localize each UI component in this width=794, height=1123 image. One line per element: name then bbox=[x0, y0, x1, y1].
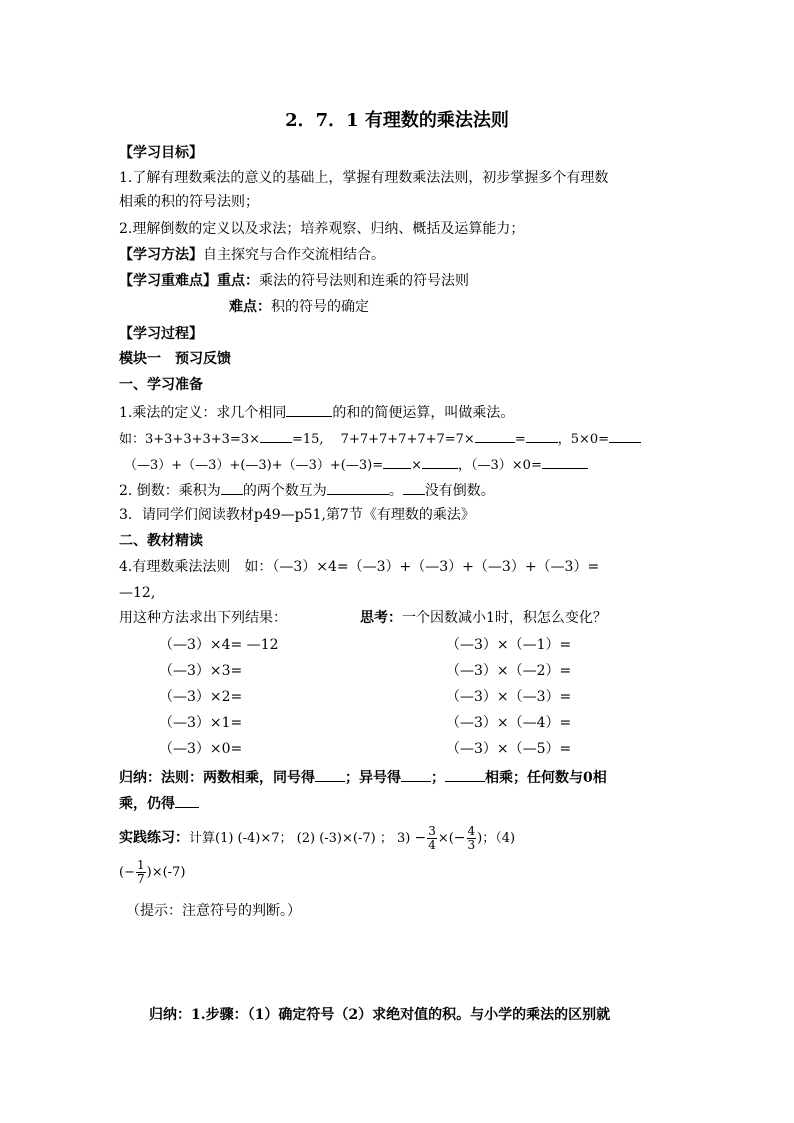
blank[interactable] bbox=[315, 767, 345, 782]
left-calc-5: （—3）×0= bbox=[159, 741, 243, 757]
question-1 bbox=[119, 402, 514, 422]
q2-d: 没有倒数。 bbox=[424, 483, 495, 499]
practice-p1: 计算(1) (-4)×7； (2) (-3)×(-7) ； 3) bbox=[189, 831, 415, 846]
summary-b: ；异号得 bbox=[345, 770, 401, 786]
method-line bbox=[119, 246, 385, 264]
fraction-1-7 bbox=[136, 859, 146, 886]
blank[interactable] bbox=[327, 480, 389, 495]
zd-text: 乘法的符号法则和连乘的符号法则 bbox=[259, 273, 469, 289]
right-calc-3: （—3）×（—3）= bbox=[446, 689, 572, 705]
blank[interactable] bbox=[475, 428, 515, 443]
practice-p2-end: )×(-7) bbox=[146, 865, 186, 880]
blank[interactable] bbox=[286, 402, 332, 417]
think-label: 思考： bbox=[360, 610, 402, 626]
ex1-c: = bbox=[514, 432, 526, 447]
fraction-3-4 bbox=[427, 825, 437, 852]
summary-line-1 bbox=[119, 767, 607, 787]
nd-text: 积的符号的确定 bbox=[271, 299, 369, 315]
q1-text-b: 的和的简便运算，叫做乘法。 bbox=[332, 405, 515, 421]
summary-line-2 bbox=[119, 793, 199, 813]
practice-mid: ×( bbox=[437, 831, 454, 846]
think-line bbox=[360, 609, 607, 627]
blank[interactable] bbox=[526, 428, 558, 443]
practice-label: 实践练习： bbox=[119, 830, 189, 846]
fraction-den: 7 bbox=[136, 872, 145, 886]
ex1-d: ，5×0= bbox=[557, 432, 610, 447]
practice-end: )；（4) bbox=[477, 831, 516, 846]
minus-sign: − bbox=[414, 830, 427, 846]
practice-line-1 bbox=[119, 823, 515, 854]
ex1-a: 如：3+3+3+3+3=3× bbox=[119, 432, 260, 447]
method-intro: 用这种方法求出下列结果： bbox=[119, 610, 287, 626]
minus-sign: − bbox=[453, 830, 466, 846]
right-calc-2: （—3）×（—2）= bbox=[446, 663, 572, 679]
section2-heading: 二、教材精读 bbox=[119, 533, 203, 549]
blank[interactable] bbox=[175, 793, 199, 808]
fraction-num: 3 bbox=[428, 823, 436, 838]
summary-e: 乘，仍得 bbox=[119, 796, 175, 812]
think-text: 一个因数减小1时，积怎么变化？ bbox=[402, 610, 607, 626]
practice-line-2 bbox=[119, 858, 185, 888]
fraction-num: 4 bbox=[467, 823, 476, 838]
blank[interactable] bbox=[609, 428, 641, 443]
section1-heading: 一、学习准备 bbox=[119, 377, 203, 393]
example-1 bbox=[119, 428, 641, 449]
summary-c: ； bbox=[431, 770, 445, 786]
q2-b: 的两个数互为 bbox=[242, 483, 327, 499]
question-2 bbox=[119, 480, 495, 500]
question-4a: 4.有理数乘法法则 如：（—3）×4=（—3）+（—3）+（—3）+（—3）= bbox=[119, 559, 600, 575]
ex2-c: ，（—3）×0= bbox=[458, 458, 542, 473]
right-calc-1: （—3）×（—1）= bbox=[446, 637, 572, 653]
practice-p2-start: ( bbox=[119, 865, 125, 880]
left-calc-1: （—3）×4= —12 bbox=[159, 637, 279, 653]
module1-heading: 模块一 预习反馈 bbox=[119, 351, 231, 367]
left-calc-4: （—3）×1= bbox=[159, 715, 243, 731]
nd-label: 难点： bbox=[229, 299, 271, 315]
zd-label: 重点： bbox=[217, 273, 259, 289]
fraction-den: 4 bbox=[428, 837, 436, 852]
question-4b: —12, bbox=[119, 585, 156, 601]
left-calc-3: （—3）×2= bbox=[159, 689, 243, 705]
fraction-4-3 bbox=[467, 825, 477, 852]
goal-item-1b: 相乘的积的符号法则； bbox=[119, 194, 259, 210]
keypoint-line bbox=[119, 272, 469, 290]
goal-heading: 【学习目标】 bbox=[119, 145, 203, 161]
blank[interactable] bbox=[401, 767, 431, 782]
left-calc-2: （—3）×3= bbox=[159, 663, 243, 679]
bottom-summary: 归纳：1.步骤：（1）确定符号（2）求绝对值的积。与小学的乘法的区别就 bbox=[149, 1007, 611, 1023]
ex2-a: （—3）+（—3）+(—3)+（—3）+(—3)= bbox=[124, 458, 384, 473]
fraction-den: 3 bbox=[467, 837, 476, 852]
fraction-num: 1 bbox=[136, 858, 145, 872]
method-heading: 【学习方法】 bbox=[119, 247, 203, 263]
method-text: 自主探究与合作交流相结合。 bbox=[203, 247, 385, 263]
right-calc-4: （—3）×（—4）= bbox=[446, 715, 572, 731]
page-title: 2．7．1 有理数的乘法法则 bbox=[285, 110, 509, 131]
blank[interactable] bbox=[422, 454, 458, 469]
process-heading: 【学习过程】 bbox=[119, 326, 203, 342]
keypoint-heading: 【学习重难点】 bbox=[119, 273, 217, 289]
difficulty-line bbox=[229, 298, 369, 316]
question-3: 3．请同学们阅读教材p49—p51,第7节《有理数的乘法》 bbox=[119, 507, 475, 523]
q2-a: 2. 倒数：乘积为 bbox=[119, 483, 221, 499]
q2-c: 。 bbox=[388, 483, 403, 499]
q1-text-a: 1.乘法的定义：求几个相同 bbox=[119, 405, 287, 421]
blank[interactable] bbox=[445, 767, 485, 782]
summary-a: 归纳：法则：两数相乘，同号得 bbox=[119, 770, 315, 786]
blank[interactable] bbox=[383, 454, 411, 469]
blank[interactable] bbox=[542, 454, 588, 469]
blank[interactable] bbox=[260, 428, 292, 443]
right-calc-5: （—3）×（—5）= bbox=[446, 741, 572, 757]
minus-sign: − bbox=[124, 865, 135, 880]
goal-item-2: 2.理解倒数的定义以及求法；培养观察、归纳、概括及运算能力； bbox=[119, 221, 525, 237]
practice-hint: （提示：注意符号的判断。） bbox=[126, 903, 301, 919]
ex2-b: × bbox=[411, 458, 423, 473]
goal-item-1a: 1.了解有理数乘法的意义的基础上，掌握有理数乘法法则，初步掌握多个有理数 bbox=[119, 170, 609, 186]
blank[interactable] bbox=[403, 480, 425, 495]
example-2 bbox=[124, 454, 588, 475]
ex1-b: =15, 7+7+7+7+7+7=7× bbox=[291, 432, 475, 447]
blank[interactable] bbox=[221, 480, 243, 495]
summary-d: 相乘；任何数与0相 bbox=[485, 770, 607, 786]
